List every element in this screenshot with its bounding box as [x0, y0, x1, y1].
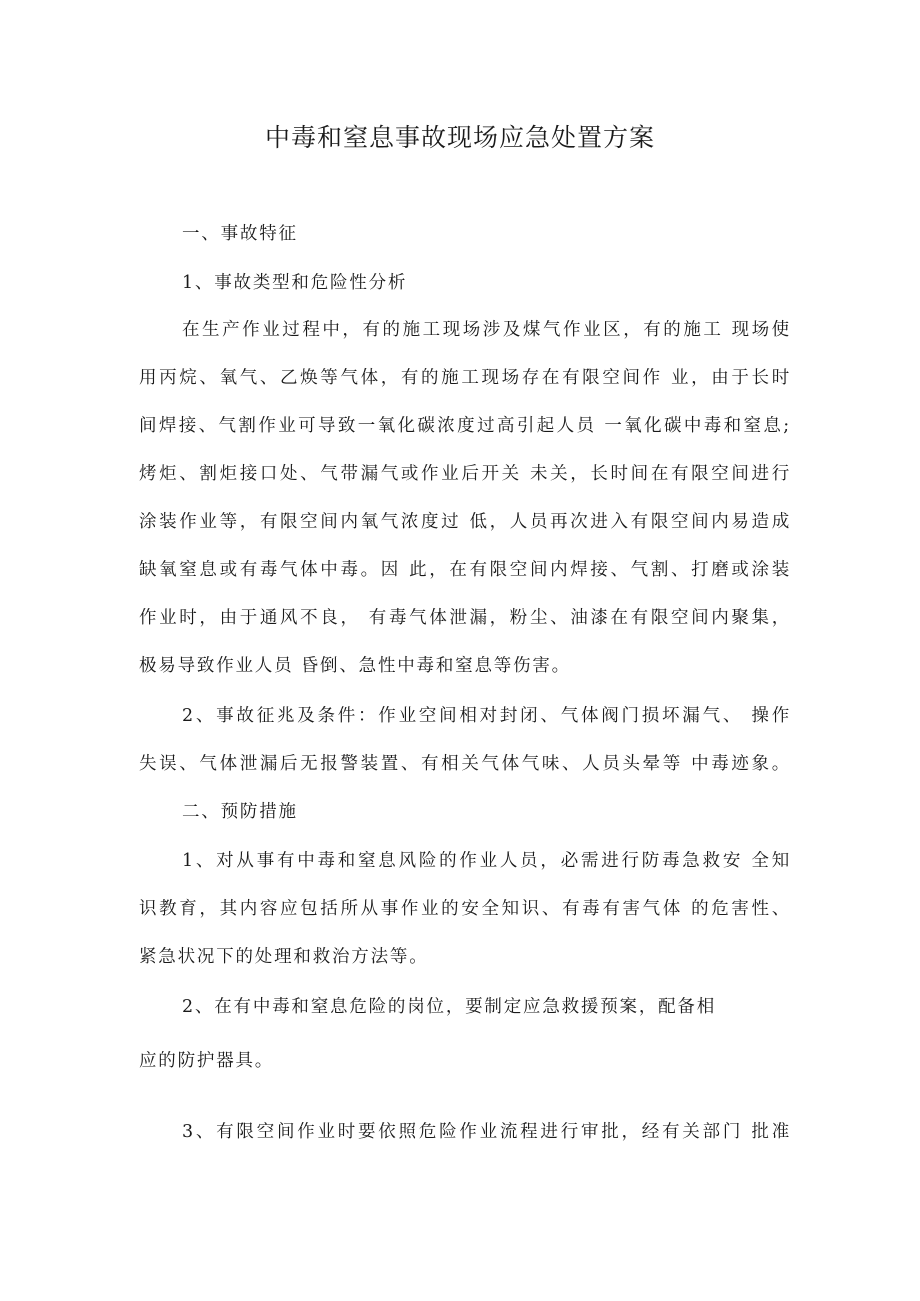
text-line: 涂装作业等，有限空间内氧气浓度过 低，人员再次进入有限空间内易造成: [139, 512, 791, 532]
text-line: 用丙烷、氧气、乙焕等气体，有的施工现场存在有限空间作 业，由于长时: [139, 368, 791, 388]
text-line: 烤炬、割炬接口处、气带漏气或作业后开关 未关，长时间在有限空间进行: [139, 464, 791, 484]
document-title: 中毒和窒息事故现场应急处置方案: [264, 123, 655, 152]
text-line: 1、对从事有中毒和窒息风险的作业人员，必需进行防毒急救安 全知: [182, 851, 791, 871]
text-line: 在生产作业过程中，有的施工现场涉及煤气作业区，有的施工 现场使: [182, 320, 791, 340]
text-line: 3、有限空间作业时要依照危险作业流程进行审批，经有关部门 批准: [182, 1122, 791, 1142]
subsection-heading-type-analysis: 1、事故类型和危险性分析: [182, 273, 408, 293]
text-line: 2、在有中毒和窒息危险的岗位，要制定应急救援预案，配备相: [182, 997, 717, 1017]
text-line: 极易导致作业人员 昏倒、急性中毒和窒息等伤害。: [139, 656, 571, 676]
section-heading-prevention: 二、预防措施: [182, 802, 298, 822]
text-line: 2、事故征兆及条件：作业空间相对封闭、气体阀门损坏漏气、 操作: [182, 706, 791, 726]
text-line: 应的防护器具。: [139, 1051, 275, 1071]
text-line: 作业时，由于通风不良， 有毒气体泄漏，粉尘、油漆在有限空间内聚集，: [139, 608, 791, 628]
text-line: 缺氧窒息或有毒气体中毒。因 此，在有限空间内焊接、气割、打磨或涂装: [139, 560, 791, 580]
text-line: 紧急状况下的处理和救治方法等。: [139, 947, 429, 967]
text-line: 识教育，其内容应包括所从事作业的安全知识、有毒有害气体 的危害性、: [139, 899, 791, 919]
section-heading-accident-features: 一、事故特征: [182, 224, 298, 244]
text-line: 失误、气体泄漏后无报警装置、有相关气体气味、人员头晕等 中毒迹象。: [139, 754, 791, 774]
text-line: 间焊接、气割作业可导致一氧化碳浓度过高引起人员 一氧化碳中毒和窒息;: [139, 416, 791, 436]
